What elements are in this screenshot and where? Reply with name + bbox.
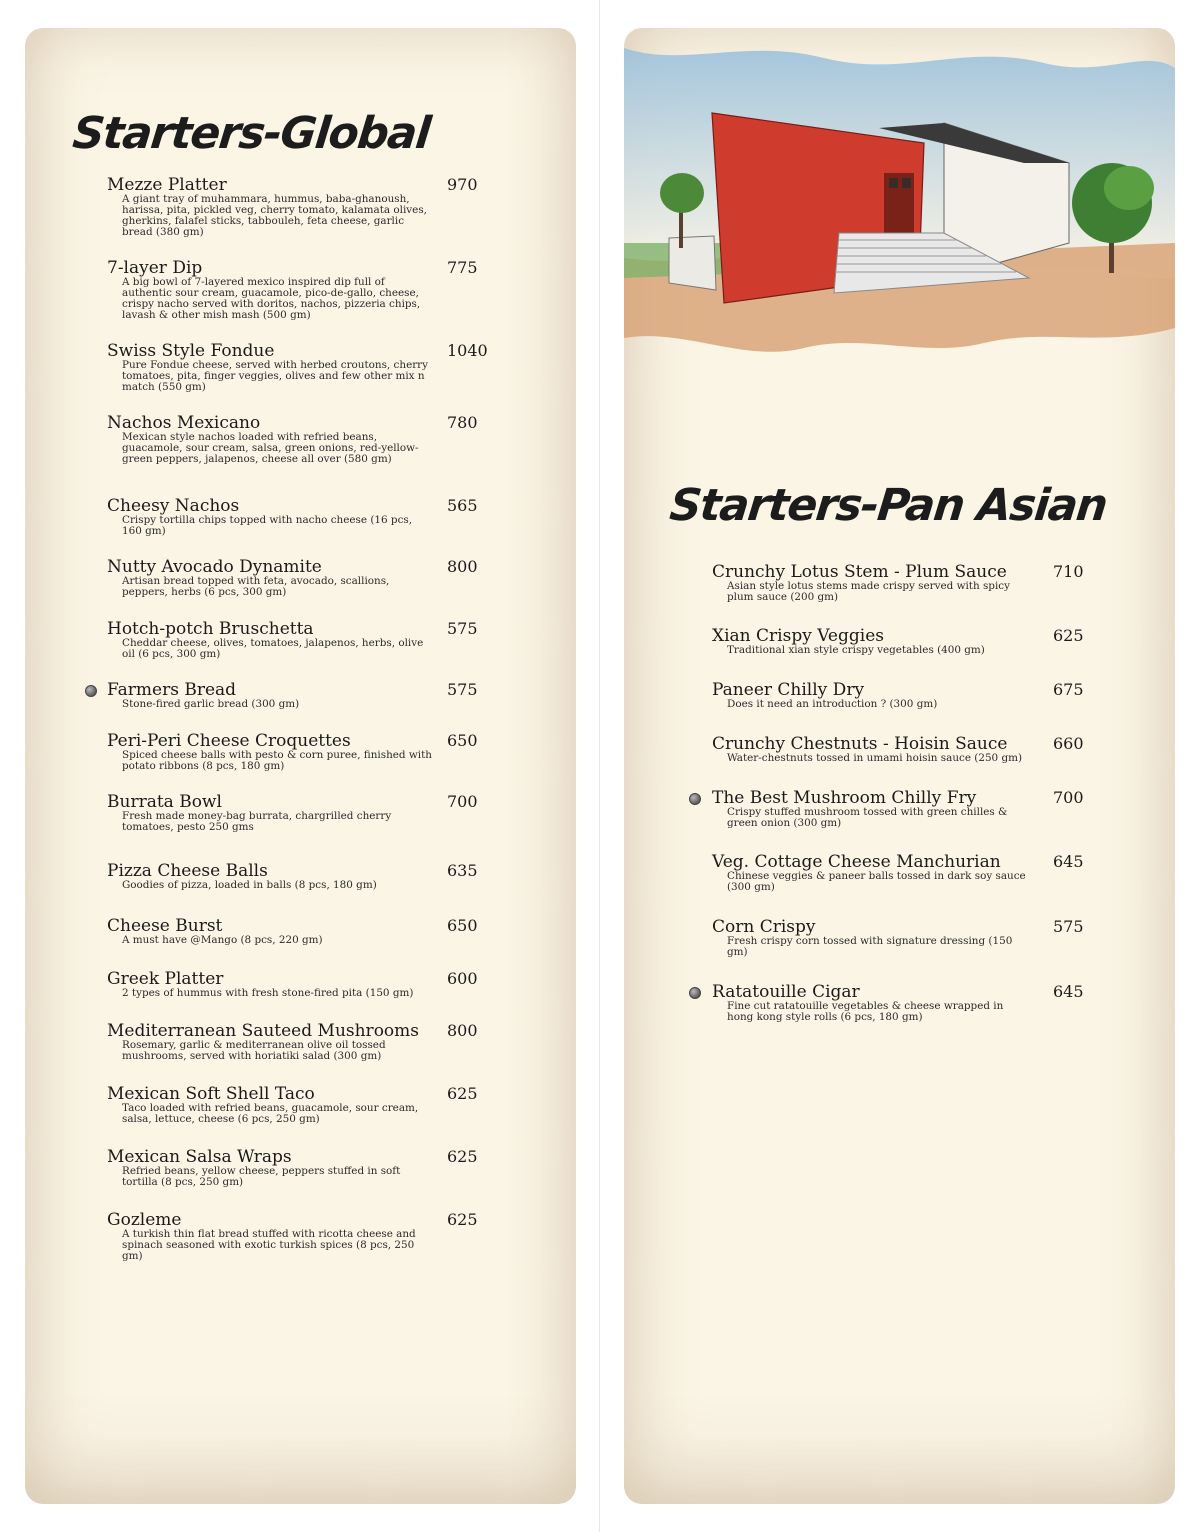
item-description: A giant tray of muhammara, hummus, baba-ghanoush, harissa, pita, pickled veg, cherry tomato, kalamata olives, gherkins, falafel sticks, tabbouleh, feta cheese, garlic bread (380 gm)	[122, 193, 427, 238]
item-name: Crunchy Chestnuts - Hoisin Sauce	[712, 734, 1008, 754]
item-price: 575	[447, 619, 478, 638]
item-price: 775	[447, 258, 478, 277]
item-price: 970	[447, 175, 478, 194]
menu-item	[107, 414, 487, 465]
menu-item	[712, 789, 1092, 829]
menu-item	[107, 681, 487, 710]
item-description: A must have @Mango (8 pcs, 220 gm)	[122, 934, 323, 946]
item-name: Hotch-potch Bruschetta	[107, 619, 314, 639]
item-description: Pure Fondue cheese, served with herbed croutons, cherry tomatoes, pita, finger veggies, olives and few other mix n match (550 gm)	[122, 359, 429, 393]
restaurant-building-illustration	[624, 28, 1175, 388]
menu-item	[107, 917, 487, 946]
item-description: Asian style lotus stems made crispy served with spicy plum sauce (200 gm)	[727, 580, 1010, 603]
menu-item	[107, 176, 487, 238]
menu-item	[107, 1211, 487, 1262]
item-name: Nachos Mexicano	[107, 413, 261, 433]
item-name: Mediterranean Sauteed Mushrooms	[107, 1021, 420, 1041]
item-description: 2 types of hummus with fresh stone-fired pita (150 gm)	[122, 987, 414, 999]
menu-item	[107, 1022, 487, 1062]
item-price: 625	[447, 1210, 478, 1229]
item-description: Mexican style nachos loaded with refried beans, guacamole, sour cream, salsa, green onions, red-yellow-green peppers, jalapenos, cheese all over (580 gm)	[122, 431, 419, 465]
menu-item	[107, 862, 487, 891]
item-description: Crispy tortilla chips topped with nacho cheese (16 pcs, 160 gm)	[122, 514, 413, 537]
menu-item	[107, 497, 487, 537]
item-description: Traditional xian style crispy vegetables (400 gm)	[727, 644, 985, 656]
item-description: Refried beans, yellow cheese, peppers stuffed in soft tortilla (8 pcs, 250 gm)	[122, 1165, 401, 1188]
item-name: Swiss Style Fondue	[107, 341, 275, 361]
item-description: A turkish thin flat bread stuffed with ricotta cheese and spinach seasoned with exotic turkish spices (8 pcs, 250 gm)	[122, 1228, 416, 1262]
menu-item	[107, 259, 487, 321]
item-description: Fresh made money-bag burrata, chargrilled cherry tomatoes, pesto 250 gms	[122, 810, 392, 833]
item-name: Paneer Chilly Dry	[712, 680, 865, 700]
item-description: Taco loaded with refried beans, guacamole, sour cream, salsa, lettuce, cheese (6 pcs, 250 gm)	[122, 1102, 419, 1125]
item-price: 625	[1053, 626, 1084, 645]
menu-item	[712, 918, 1092, 958]
item-description: Fresh crispy corn tossed with signature dressing (150 gm)	[727, 935, 1013, 958]
item-name: Peri-Peri Cheese Croquettes	[107, 731, 351, 751]
item-name: Gozleme	[107, 1210, 182, 1230]
item-name: Cheese Burst	[107, 916, 223, 936]
item-price: 800	[447, 557, 478, 576]
menu-item	[107, 970, 487, 999]
item-price: 575	[1053, 917, 1084, 936]
item-name: Mexican Soft Shell Taco	[107, 1084, 315, 1104]
menu-item	[107, 793, 487, 833]
veg-marker-icon	[85, 685, 97, 697]
item-price: 645	[1053, 982, 1084, 1001]
item-description: Rosemary, garlic & mediterranean olive oil tossed mushrooms, served with horiatiki salad (300 gm)	[122, 1039, 386, 1062]
item-name: Farmers Bread	[107, 680, 237, 700]
item-description: A big bowl of 7-layered mexico inspired dip full of authentic sour cream, guacamole, pico-de-gallo, cheese, crispy nacho served with doritos, nachos, pizzeria chips, lavash & other mish mash (500 gm)	[122, 276, 421, 321]
item-price: 625	[447, 1084, 478, 1103]
item-price: 675	[1053, 680, 1084, 699]
item-description: Fine cut ratatouille vegetables & cheese wrapped in hong kong style rolls (6 pcs, 180 gm)	[727, 1000, 1004, 1023]
item-name: Nutty Avocado Dynamite	[107, 557, 322, 577]
item-name: Ratatouille Cigar	[712, 982, 860, 1002]
menu-page-left	[25, 28, 576, 1504]
item-name: Xian Crispy Veggies	[712, 626, 884, 646]
menu-item	[712, 563, 1092, 603]
menu-item	[107, 620, 487, 660]
item-price: 700	[447, 792, 478, 811]
veg-marker-icon	[689, 987, 701, 999]
menu-item	[712, 853, 1092, 893]
menu-item	[712, 681, 1092, 710]
item-price: 800	[447, 1021, 478, 1040]
item-description: Artisan bread topped with feta, avocado, scallions, peppers, herbs (6 pcs, 300 gm)	[122, 575, 390, 598]
item-price: 565	[447, 496, 478, 515]
page-divider	[599, 0, 600, 1532]
menu-item	[107, 732, 487, 772]
item-name: Veg. Cottage Cheese Manchurian	[712, 852, 1001, 872]
item-price: 635	[447, 861, 478, 880]
menu-item	[712, 983, 1092, 1023]
item-description: Crispy stuffed mushroom tossed with green chilles & green onion (300 gm)	[727, 806, 1008, 829]
item-name: Corn Crispy	[712, 917, 816, 937]
item-description: Stone-fired garlic bread (300 gm)	[122, 698, 300, 710]
menu-item	[107, 1085, 487, 1125]
item-price: 650	[447, 916, 478, 935]
menu-item	[107, 342, 487, 393]
item-name: Cheesy Nachos	[107, 496, 240, 516]
item-name: 7-layer Dip	[107, 258, 203, 278]
item-description: Spiced cheese balls with pesto & corn puree, finished with potato ribbons (8 pcs, 180 gm)	[122, 749, 432, 772]
item-description: Chinese veggies & paneer balls tossed in dark soy sauce (300 gm)	[727, 870, 1026, 893]
menu-item	[107, 558, 487, 598]
menu-item	[107, 1148, 487, 1188]
menu-item	[712, 735, 1092, 764]
item-price: 700	[1053, 788, 1084, 807]
item-price: 660	[1053, 734, 1084, 753]
item-price: 710	[1053, 562, 1084, 581]
item-price: 600	[447, 969, 478, 988]
item-description: Goodies of pizza, loaded in balls (8 pcs, 180 gm)	[122, 879, 377, 891]
item-price: 575	[447, 680, 478, 699]
item-name: Pizza Cheese Balls	[107, 861, 268, 881]
item-name: Mexican Salsa Wraps	[107, 1147, 292, 1167]
item-price: 780	[447, 413, 478, 432]
section-title: Starters-Pan Asian	[667, 480, 1109, 531]
item-price: 645	[1053, 852, 1084, 871]
item-description: Cheddar cheese, olives, tomatoes, jalapenos, herbs, olive oil (6 pcs, 300 gm)	[122, 637, 424, 660]
item-description: Does it need an introduction ? (300 gm)	[727, 698, 938, 710]
item-name: Burrata Bowl	[107, 792, 222, 812]
item-name: Greek Platter	[107, 969, 224, 989]
section-title: Starters-Global	[70, 108, 433, 159]
item-price: 1040	[447, 341, 488, 360]
item-price: 625	[447, 1147, 478, 1166]
item-description: Water-chestnuts tossed in umami hoisin sauce (250 gm)	[727, 752, 1023, 764]
item-name: Crunchy Lotus Stem - Plum Sauce	[712, 562, 1007, 582]
item-name: The Best Mushroom Chilly Fry	[712, 788, 977, 808]
item-name: Mezze Platter	[107, 175, 227, 195]
menu-item	[712, 627, 1092, 656]
menu-page-right	[624, 28, 1175, 1504]
veg-marker-icon	[689, 793, 701, 805]
item-price: 650	[447, 731, 478, 750]
